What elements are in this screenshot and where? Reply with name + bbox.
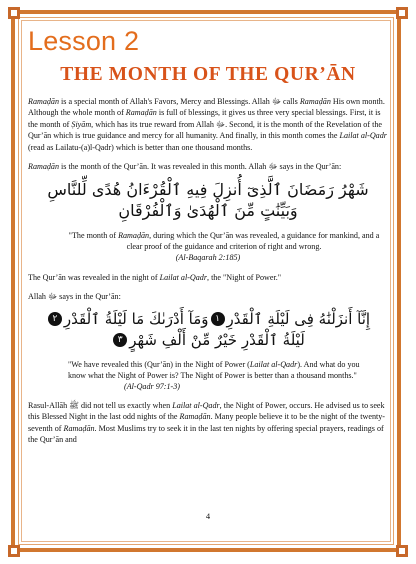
arabic-line: وَبَيِّنَٰتٍ مِّنَ ٱلْهُدَىٰ وَٱلْفُرْقَانِ [118,201,298,221]
text: . Most Muslims try to seek it in the last ten nights by offering special prayers, readings of the Qur’ān and [28,423,384,445]
page-number: 4 [205,511,211,521]
page-title: THE MONTH OF THE QUR’ĀN [60,64,356,85]
arabic-text: لَيْلَةُ ٱلْقَدْرِ خَيْرٌ مِّنْ أَلْفِ شَهْرٍ [129,330,305,349]
arabic-text: إِنَّآ أَنزَلْنَٰهُ فِى لَيْلَةِ ٱلْقَدْرِ [226,309,371,328]
term-siyam: Ṣiyām [71,119,92,129]
text: , which has its true reward from Allah ﷻ. Second, it is the month of the Revelation of the Qur’ān which is true guidance and mercy for all humanity. And finally, in this month comes the [28,119,382,141]
term-ramadan: Ramaḍān [28,162,60,172]
term-ramadan: Ramaḍān [118,231,150,241]
lesson-content [28,26,388,446]
verse-marker: ٣ [113,333,127,347]
corner-ornament [8,545,20,557]
text: ). And what do you know what the Night of Power is? The Night of Power is better than a thousand months." [68,359,360,380]
term-lailat-al-qadr: Lailat al-Qadr [172,401,220,411]
term-lailat-al-qadr: Lailat al-Qadr [339,131,387,141]
verse-marker: ٢ [48,312,62,326]
text: is a special month of Allah's Favors, Mercy and Blessings. Allah ﷻ calls [59,97,300,106]
verse-reference-1: (Al-Baqarah 2:185) [175,253,241,263]
text: His own month. Although the whole month of [28,97,385,118]
paragraph-night-of-power [28,400,388,446]
paragraph-month-of-quran [28,161,388,172]
corner-ornament [8,7,20,19]
corner-ornament [396,545,408,557]
term-ramadan: Ramaḍān [28,97,60,106]
term-ramadan: Ramaḍān [179,412,211,422]
term-ramadan: Ramaḍān [299,97,331,106]
text: . Many people believe it to be the night of the twenty-seventh of [28,412,385,433]
text: (read as Lailatu-(a)l-Qadr) which is better than one thousand months. [28,142,253,152]
arabic-line: شَهْرُ رَمَضَانَ ٱلَّذِىٓ أُنزِلَ فِيهِ ٱلْقُرْءَانُ هُدًى لِّلنَّاسِ [47,180,369,200]
text: , during which the Qur’ān was revealed, a guidance for mankind, and a clear proof of the guidance and criterion of right and wrong. [126,231,380,252]
paragraph-intro [28,96,388,153]
term-lailat-al-qadr: Lailat al-Qadr [159,272,208,282]
verse-translation-2 [28,359,388,381]
text: "The month of [68,231,119,241]
text: The Qur’ān was revealed in the night of [28,272,160,282]
text: "We have revealed this (Qur’ān) in the Night of Power ( [68,359,250,369]
verse-marker: ١ [211,312,225,326]
text: , the Night of Power, occurs. He advised us to seek this Blessed Night in the last odd nights of the [28,401,385,422]
text: is full of blessings, it gives us three very special blessings. First, it is the month of [28,108,381,129]
arabic-verse-1 [28,178,388,222]
paragraph-revelation [28,272,388,283]
term-ramadan: Ramaḍān [63,423,95,433]
corner-ornament [396,7,408,19]
term-ramadan: Ramaḍān [125,108,157,118]
text: Rasul-Allāh ﷺ did not tell us exactly when [28,401,173,411]
text: , the "Night of Power." [207,272,282,282]
verse-reference-2: (Al-Qadr 97:1-3) [124,381,180,391]
term-lailat-al-qadr: Lailat al-Qadr [249,359,298,369]
arabic-text: وَمَآ أَدْرَىٰكَ مَا لَيْلَةُ ٱلْقَدْرِ [63,309,209,328]
paragraph-allah-says: Allah ﷻ says in the Qur’ān: [28,292,121,302]
lesson-heading: Lesson 2 [28,26,140,56]
arabic-verse-2 [28,309,388,351]
arabic-line [28,330,388,351]
verse-translation-1 [28,230,388,252]
arabic-line [28,309,388,330]
text: is the month of the Qur’ān. It was revealed in this month. Allah ﷻ says in the Qur’ān: [59,162,342,172]
